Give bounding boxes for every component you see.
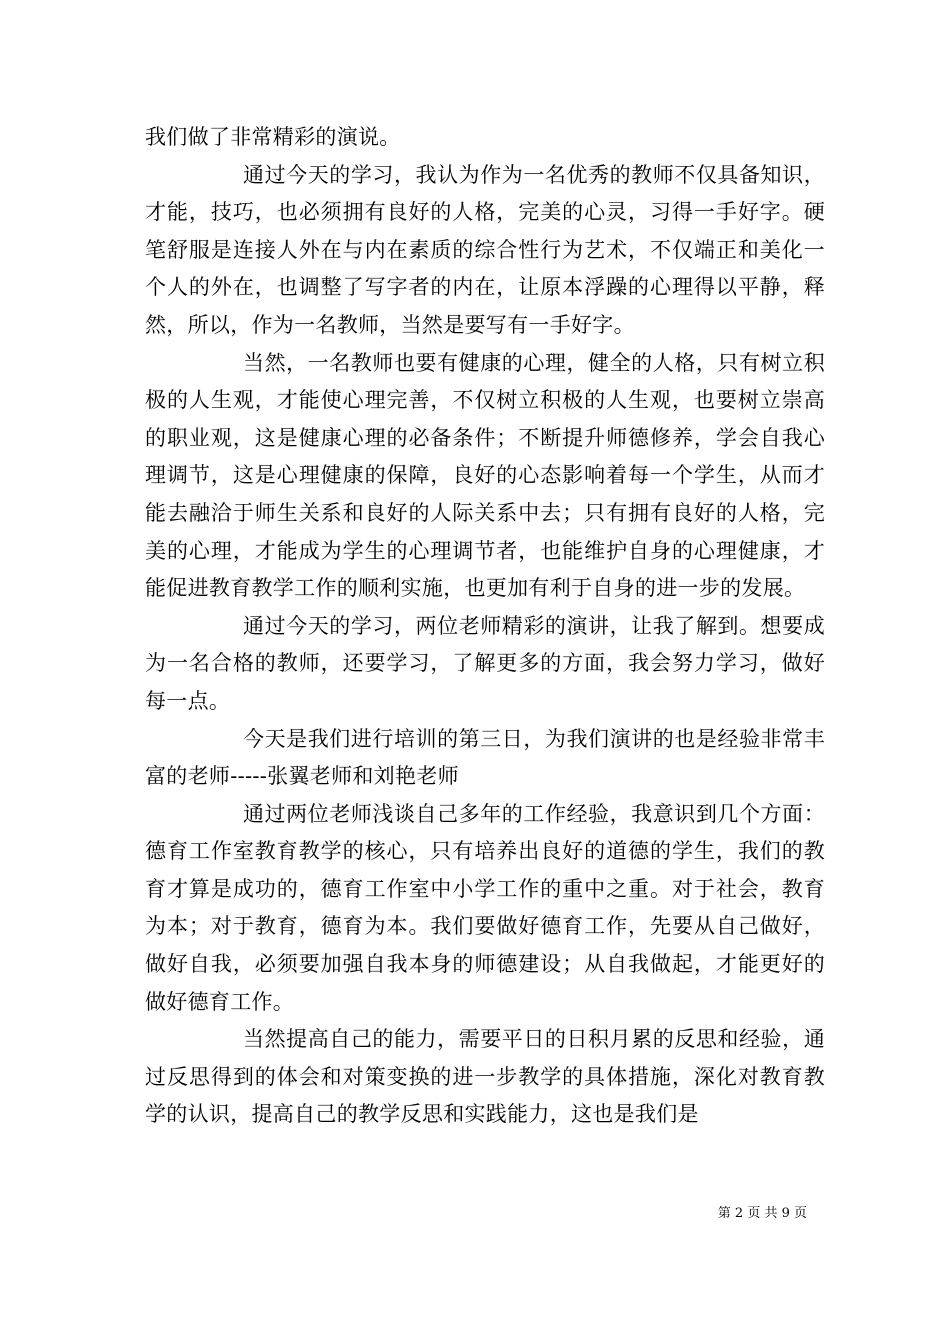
paragraph-7: 当然提高自己的能力，需要平日的日积月累的反思和经验，通过反思得到的体会和对策变换的进一步教学的具体措施，深化对教育教学的认识，提高自己的教学反思和实践能力，这也是我们是 [145,1027,825,1127]
paragraph-4: 通过今天的学习，两位老师精彩的演讲，让我了解到。想要成为一名合格的教师，还要学习，了解更多的方面，我会努力学习，做好每一点。 [145,613,825,713]
paragraph-2: 通过今天的学习，我认为作为一名优秀的教师不仅具备知识，才能，技巧，也必须拥有良好的人格，完美的心灵，习得一手好字。硬笔舒服是连接人外在与内在素质的综合性行为艺术，不仅端正和美化一个人的外在，也调整了写字者的内在，让原本浮躁的心理得以平静，释然，所以，作为一名教师，当然是要写有一手好字。 [145,162,825,337]
paragraph-6: 通过两位老师浅谈自己多年的工作经验，我意识到几个方面：德育工作室教育教学的核心，只有培养出良好的道德的学生，我们的教育才算是成功的，德育工作室中小学工作的重中之重。对于社会，教育为本；对于教育，德育为本。我们要做好德育工作，先要从自己做好，做好自我，必须要加强自我本身的师德建设；从自我做起，才能更好的做好德育工作。 [145,801,825,1014]
page-number-footer: 第 2 页 共 9 页 [717,1206,807,1221]
document-body [145,119,825,1134]
paragraph-3: 当然，一名教师也要有健康的心理，健全的人格，只有树立积极的人生观，才能使心理完善，不仅树立积极的人生观，也要树立崇高的职业观，这是健康心理的必备条件；不断提升师德修养，学会自我心理调节，这是心理健康的保障，良好的心态影响着每一个学生，从而才能去融洽于师生关系和良好的人际关系中去；只有拥有良好的人格，完美的心理，才能成为学生的心理调节者，也能维护自身的心理健康，才能促进教育教学工作的顺利实施，也更加有利于自身的进一步的发展。 [145,350,825,601]
paragraph-5: 今天是我们进行培训的第三日，为我们演讲的也是经验非常丰富的老师-----张翼老师和刘艳老师 [145,726,825,789]
paragraph-1: 我们做了非常精彩的演说。 [145,125,401,149]
